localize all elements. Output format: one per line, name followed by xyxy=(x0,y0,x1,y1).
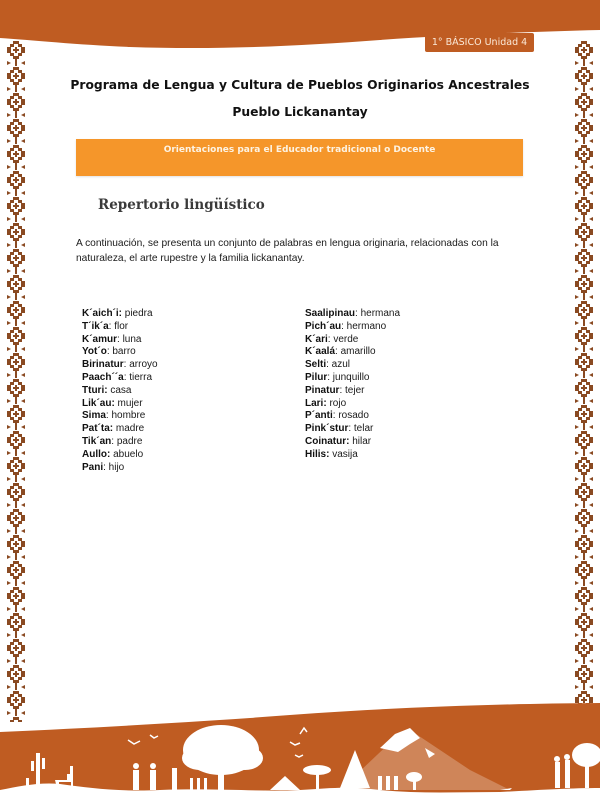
vocab-meaning: : hombre xyxy=(105,410,146,422)
vocab-item xyxy=(82,449,158,462)
vocab-meaning: : tejer xyxy=(339,384,365,396)
vocab-term: Tik´an xyxy=(82,435,112,447)
vocab-term: Pich´au xyxy=(305,320,342,332)
vocab-item xyxy=(305,334,400,347)
vocab-item xyxy=(82,398,158,411)
vocab-item xyxy=(305,423,400,436)
vocab-meaning: : verde xyxy=(327,333,359,345)
vocab-term: Hilis: xyxy=(305,448,330,460)
vocab-meaning: : hermano xyxy=(341,320,387,332)
section-heading: Repertorio lingüístico xyxy=(98,197,265,213)
vocab-meaning: piedra xyxy=(122,308,153,319)
vocab-item xyxy=(305,308,400,321)
vocab-item xyxy=(305,321,400,334)
vocab-meaning: : arroyo xyxy=(123,359,158,371)
vocab-term: Pinatur xyxy=(305,384,340,396)
vocab-meaning: : telar xyxy=(348,423,374,435)
vocab-meaning: abuelo xyxy=(110,448,144,460)
vocab-item xyxy=(82,436,158,449)
vocab-term: Saalipinau xyxy=(305,308,356,319)
vocab-term: K´aalá xyxy=(305,346,336,358)
vocab-term: K´aich´i: xyxy=(82,308,122,319)
vocabulary-list-left xyxy=(82,308,158,474)
vocab-meaning: : tierra xyxy=(123,371,153,383)
vocab-item xyxy=(82,346,158,359)
andean-pattern-right-icon xyxy=(573,40,595,722)
program-title: Programa de Lengua y Cultura de Pueblos Originarios Ancestrales xyxy=(70,78,530,92)
vocab-item xyxy=(82,308,158,321)
vocab-term: Tturi: xyxy=(82,384,108,396)
vocab-term: Coinatur: xyxy=(305,435,350,447)
vocab-term: K´amur xyxy=(82,333,118,345)
vocab-meaning: casa xyxy=(107,384,132,396)
vocab-term: Pat´ta: xyxy=(82,423,114,435)
vocab-meaning: madre xyxy=(113,423,145,435)
vocab-term: Lari: xyxy=(305,397,327,409)
vocab-meaning: : azul xyxy=(326,359,351,371)
vocab-term: Sima xyxy=(82,410,106,422)
vocab-term: Lik´au: xyxy=(82,397,115,409)
vocab-item xyxy=(82,385,158,398)
vocab-meaning: : amarillo xyxy=(335,346,376,358)
vocab-meaning: : flor xyxy=(108,320,129,332)
vocab-meaning: : hermana xyxy=(355,308,401,319)
vocab-item xyxy=(305,410,400,423)
unit-badge: 1° BÁSICO Unidad 4 xyxy=(425,33,534,52)
desert-landscape-icon xyxy=(0,700,600,800)
vocab-term: T´ik´a xyxy=(82,320,109,332)
vocab-item xyxy=(82,372,158,385)
vocab-term: Selti xyxy=(305,359,327,371)
vocab-meaning: : barro xyxy=(106,346,136,358)
andean-pattern-left-icon xyxy=(5,40,27,722)
vocab-item xyxy=(82,423,158,436)
vocab-meaning: vasija xyxy=(329,448,358,460)
vocab-item xyxy=(305,449,400,462)
vocab-term: Paach´´a xyxy=(82,371,124,383)
vocab-item xyxy=(82,334,158,347)
vocab-term: Aullo: xyxy=(82,448,111,460)
vocab-item xyxy=(82,410,158,423)
vocab-term: Pilur xyxy=(305,371,328,383)
vocab-item xyxy=(305,385,400,398)
vocab-term: Pink´stur xyxy=(305,423,349,435)
vocab-item xyxy=(82,321,158,334)
vocab-item xyxy=(305,346,400,359)
vocab-term: Yot´o xyxy=(82,346,107,358)
vocab-meaning: : luna xyxy=(117,333,142,345)
vocab-meaning: hilar xyxy=(349,435,372,447)
intro-paragraph: A continuación, se presenta un conjunto de palabras en lengua originaria, relacionadas con la naturaleza, el arte rupestre y la familia lickanantay. xyxy=(76,238,499,264)
vocab-meaning: : junquillo xyxy=(327,371,370,383)
vocab-meaning: : rosado xyxy=(332,410,369,422)
vocab-meaning: : padre xyxy=(111,435,143,447)
vocab-term: Pani xyxy=(82,461,104,473)
vocab-item xyxy=(305,436,400,449)
vocab-term: K´ari xyxy=(305,333,328,345)
vocab-item xyxy=(305,359,400,372)
people-title: Pueblo Lickanantay xyxy=(232,105,368,119)
vocab-item xyxy=(305,398,400,411)
vocab-meaning: mujer xyxy=(114,397,143,409)
orientation-bar-label: Orientaciones para el Educador tradicional o Docente xyxy=(163,145,436,155)
vocab-item xyxy=(305,372,400,385)
vocab-meaning: rojo xyxy=(326,397,347,409)
orientation-bar xyxy=(76,139,523,176)
vocab-item xyxy=(82,359,158,372)
vocab-meaning: : hijo xyxy=(103,461,125,473)
vocab-term: Birinatur xyxy=(82,359,124,371)
vocabulary-list-right xyxy=(305,308,400,462)
vocab-term: P´anti xyxy=(305,410,333,422)
vocab-item xyxy=(82,462,158,475)
